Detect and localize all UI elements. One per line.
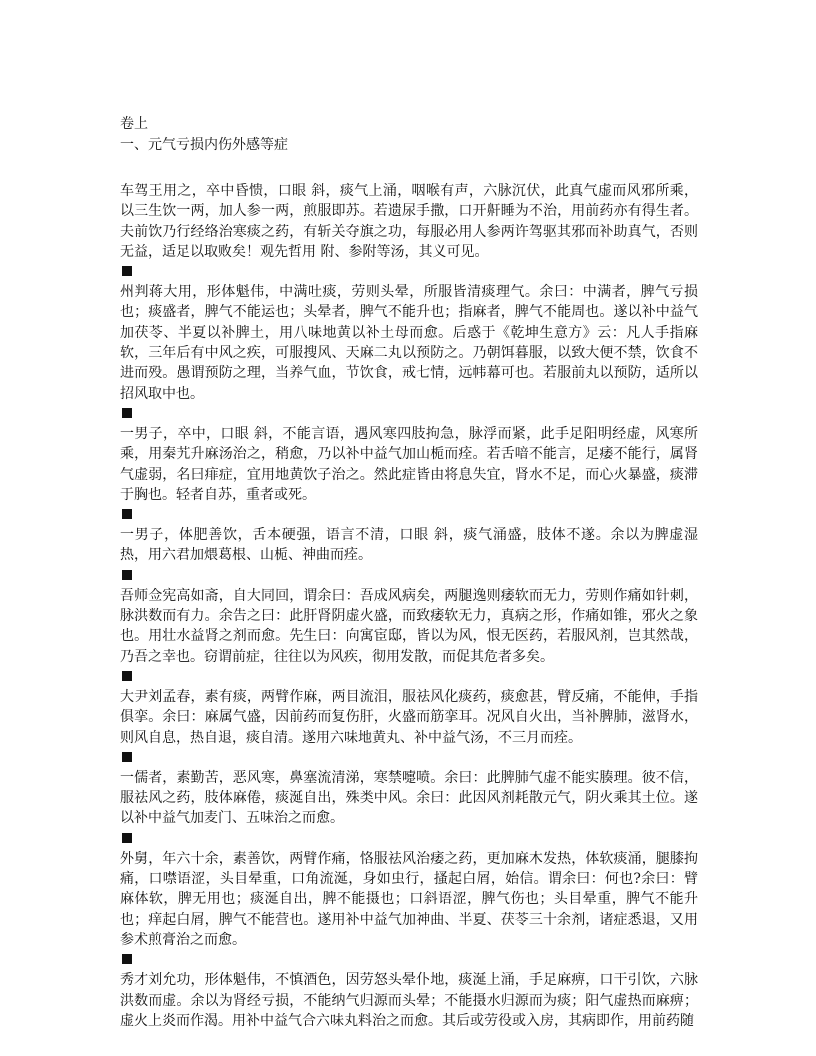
separator-square-icon (122, 671, 132, 681)
case-paragraph: 一男子，卒中，口眼 斜，不能言语，遇风寒四肢拘急，脉浮而紧，此手足阳明经虚，风寒所乘，用秦艽升麻汤治之，稍愈，乃以补中益气加山栀而痊。若舌喑不能言，足痿不能行，属肾气虚弱，名曰痱症，宜用地黄饮子治之。然此症皆由将息失宜，肾水不足，而心火暴盛，痰滞于胸也。轻者自苏，重者或死。 (120, 425, 698, 503)
case-paragraph: 州判蒋大用，形体魁伟，中满吐痰，劳则头晕，所服皆清痰理气。余曰：中满者，脾气亏损也；痰盛者，脾气不能运也；头晕者，脾气不能升也；指麻者，脾气不能周也。遂以补中益气加茯苓、半夏以补脾土，用八味地黄以补土母而愈。后惑于《乾坤生意方》云：凡人手指麻软，三年后有中风之疾，可服搜风、天麻二丸以预防之。乃朝饵暮服，以致大便不禁，饮食不进而殁。愚谓预防之理，当养气血，节饮食，戒七情，远帏幕可也。若服前丸以预防，适所以招风取中也。 (120, 284, 698, 402)
case-paragraph: 外舅，年六十余，素善饮，两臂作痛，恪服祛风治痿之药，更加麻木发热，体软痰涌，腿膝拘痛，口噤语涩，头目晕重，口角流涎，身如虫行，搔起白屑，始信。谓余曰：何也?余曰：臂麻体软，脾无用也；痰涎自出，脾不能摄也；口斜语涩，脾气伤也；头目晕重，脾气不能升也；痒起白屑，脾气不能营也。遂用补中益气加神曲、半夏、茯苓三十余剂，诸症悉退，又用参术煎膏治之而愈。 (120, 850, 698, 948)
separator-square-icon (122, 266, 132, 276)
case-records (120, 181, 698, 1031)
separator-square-icon (122, 954, 132, 964)
separator-square-icon (122, 408, 132, 418)
case-paragraph: 一儒者，素勤苦，恶风寒，鼻塞流清涕，寒禁嚏喷。余曰：此脾肺气虚不能实腠理。彼不信，服祛风之药，肢体麻倦，痰涎自出，殊类中风。余曰：此因风剂耗散元气，阴火乘其土位。遂以补中益气加麦门、五味治之而愈。 (120, 769, 698, 827)
chapter-header (120, 114, 288, 156)
case-paragraph: 秀才刘允功，形体魁伟，不慎酒色，因劳怒头晕仆地，痰涎上涌，手足麻痹，口干引饮，六脉洪数而虚。余以为肾经亏损，不能纳气归源而头晕；不能摄水归源而为痰；阳气虚热而麻痹；虚火上炎而作渴。用补中益气合六味丸料治之而愈。其后或劳役或入房，其病即作，用前药随 (120, 972, 698, 1029)
separator-square-icon (122, 752, 132, 762)
separator-square-icon (122, 570, 132, 580)
case-paragraph: 吾师佥宪高如斋，自大同回，谓余曰：吾成风病矣，两腿逸则痿软而无力，劳则作痛如针刺，脉洪数而有力。余告之曰：此肝肾阴虚火盛，而致痿软无力，真病之形，作痛如锥，邪火之象也。用壮水益肾之剂而愈。先生曰：向寓宦邸，皆以为风，恨无医药，若服风剂，岂其然哉，乃吾之幸也。窃谓前症，往往以为风疾，彻用发散，而促其危者多矣。 (120, 587, 698, 665)
section-title: 一、元气亏损内伤外感等症 (120, 137, 288, 153)
case-paragraph: 一男子，体肥善饮，舌本硬强，语言不清，口眼 斜，痰气涌盛，肢体不遂。余以为脾虚湿热，用六君加煨葛根、山栀、神曲而痊。 (120, 527, 698, 564)
separator-square-icon (122, 833, 132, 843)
volume-title: 卷上 (120, 116, 148, 132)
separator-square-icon (122, 509, 132, 519)
case-paragraph: 车驾王用之，卒中昏愦，口眼 斜，痰气上涌，咽喉有声，六脉沉伏，此真气虚而风邪所乘，以三生饮一两，加人参一两，煎服即苏。若遗尿手撒，口开鼾睡为不治，用前药亦有得生者。夫前饮乃行经络治寒痰之药，有斩关夺旗之功，每服必用人参两许驾驱其邪而补助真气，否则无益，适足以取败矣！观先哲用 附、参附等汤，其义可见。 (120, 183, 698, 260)
case-paragraph: 大尹刘孟春，素有痰，两臂作麻，两目流泪，服祛风化痰药，痰愈甚，臂反痛，不能伸，手指俱挛。余曰：麻属气盛，因前药而复伤肝，火盛而筋挛耳。况风自火出，当补脾肺，滋肾水，则风自息，热自退，痰自清。遂用六味地黄丸、补中益气汤，不三月而痊。 (120, 688, 698, 746)
